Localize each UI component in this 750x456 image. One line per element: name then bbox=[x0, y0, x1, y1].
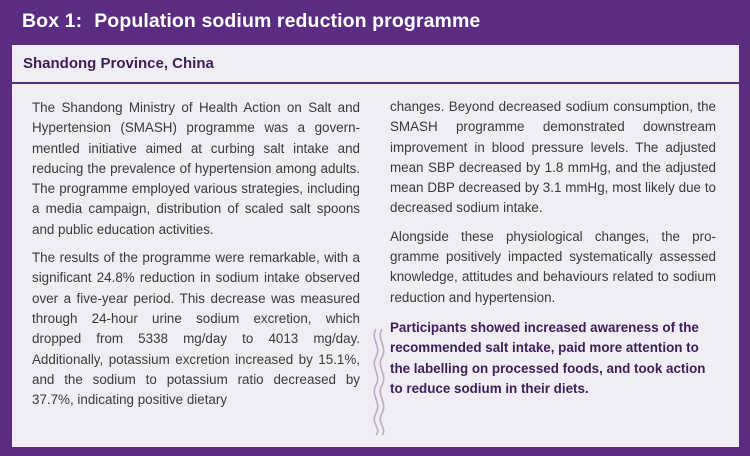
box-title bbox=[22, 7, 480, 35]
box-content-panel bbox=[12, 45, 739, 447]
left-paragraph-2: The results of the programme were remarkable, with a significant 24.8% reduction in sodium intake observed over a five-year period. This decrease was measured through 24-hour urine sodium excretion, which dropped from 5338 mg/day to 4013 mg/day. Additionally, potassium excretion increased by 15.1%, and the sodium to potassium ratio decreased by 37.7%, indicating positive dietary bbox=[32, 250, 360, 408]
box-label: Box 1: bbox=[22, 10, 83, 32]
left-paragraph-1: The Shandong Ministry of Health Action on Salt and Hypertension (SMASH) programme was a governmentled initiative aimed at curbing salt intake and reducing the prevalence of hypertension among adults. The programme employed various strategies, including a media campaign, distribution of scaled salt spoons and public education activities. bbox=[32, 100, 360, 237]
right-column bbox=[390, 97, 716, 407]
left-column bbox=[32, 98, 360, 418]
subtitle-divider bbox=[12, 82, 739, 84]
highlight-paragraph: Participants showed increased awareness of the recommended salt intake, paid more attention to the labelling on processed foods, and took action to reduce sodium in their diets. bbox=[390, 319, 706, 396]
box-heading: Population sodium reduction programme bbox=[94, 10, 481, 32]
right-paragraph-2: Alongside these physiological changes, the programme positively impacted systematically assessed knowledge, attitudes and behaviours related to sodium reduction and hypertension. bbox=[390, 228, 716, 305]
box-subtitle: Shandong Province, China bbox=[23, 55, 214, 72]
right-paragraph-1: changes. Beyond decreased sodium consumption, the SMASH programme demonstrated downstream improvement in blood pressure levels. The adjusted mean SBP decreased by 1.8 mmHg, and the adjusted mean DBP decreased by 3.1 mmHg, most likely due to decreased sodium intake. bbox=[390, 99, 716, 216]
wavy-lines-icon bbox=[368, 327, 390, 437]
